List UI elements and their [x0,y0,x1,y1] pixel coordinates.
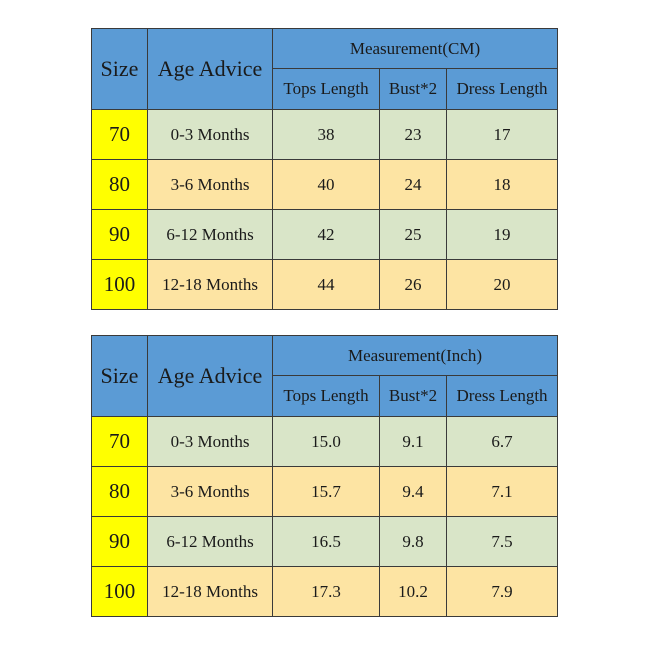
header-age-advice: Age Advice [148,29,273,110]
table-row [92,417,558,467]
dress-length-value: 7.9 [447,567,558,617]
size-chart-cm-table [91,28,558,310]
tops-length-value: 15.0 [273,417,380,467]
size-value: 90 [92,517,148,567]
table-row [92,110,558,160]
header-age-advice: Age Advice [148,336,273,417]
bust-value: 24 [380,160,447,210]
age-value: 3-6 Months [148,160,273,210]
bust-value: 25 [380,210,447,260]
dress-length-value: 7.5 [447,517,558,567]
age-value: 6-12 Months [148,210,273,260]
tops-length-value: 40 [273,160,380,210]
size-value: 80 [92,160,148,210]
table-row [92,567,558,617]
dress-length-value: 6.7 [447,417,558,467]
tops-length-value: 44 [273,260,380,310]
age-value: 6-12 Months [148,517,273,567]
header-tops-length: Tops Length [273,376,380,417]
size-value: 90 [92,210,148,260]
header-tops-length: Tops Length [273,69,380,110]
header-measurement: Measurement(CM) [273,29,558,69]
table-row [92,160,558,210]
bust-value: 26 [380,260,447,310]
header-size: Size [92,29,148,110]
dress-length-value: 17 [447,110,558,160]
header-dress-length: Dress Length [447,69,558,110]
table-row [92,467,558,517]
header-measurement: Measurement(Inch) [273,336,558,376]
age-value: 0-3 Months [148,110,273,160]
dress-length-value: 7.1 [447,467,558,517]
bust-value: 9.8 [380,517,447,567]
age-value: 0-3 Months [148,417,273,467]
table-row [92,210,558,260]
size-value: 70 [92,110,148,160]
tops-length-value: 38 [273,110,380,160]
header-bust: Bust*2 [380,376,447,417]
size-chart-inch-table [91,335,558,617]
size-value: 100 [92,567,148,617]
age-value: 3-6 Months [148,467,273,517]
tops-length-value: 17.3 [273,567,380,617]
tops-length-value: 15.7 [273,467,380,517]
bust-value: 9.4 [380,467,447,517]
bust-value: 9.1 [380,417,447,467]
table-row [92,517,558,567]
tops-length-value: 16.5 [273,517,380,567]
bust-value: 10.2 [380,567,447,617]
age-value: 12-18 Months [148,567,273,617]
table-row [92,260,558,310]
header-bust: Bust*2 [380,69,447,110]
dress-length-value: 18 [447,160,558,210]
dress-length-value: 20 [447,260,558,310]
bust-value: 23 [380,110,447,160]
header-size: Size [92,336,148,417]
header-dress-length: Dress Length [447,376,558,417]
size-value: 100 [92,260,148,310]
size-value: 80 [92,467,148,517]
size-value: 70 [92,417,148,467]
age-value: 12-18 Months [148,260,273,310]
dress-length-value: 19 [447,210,558,260]
tops-length-value: 42 [273,210,380,260]
